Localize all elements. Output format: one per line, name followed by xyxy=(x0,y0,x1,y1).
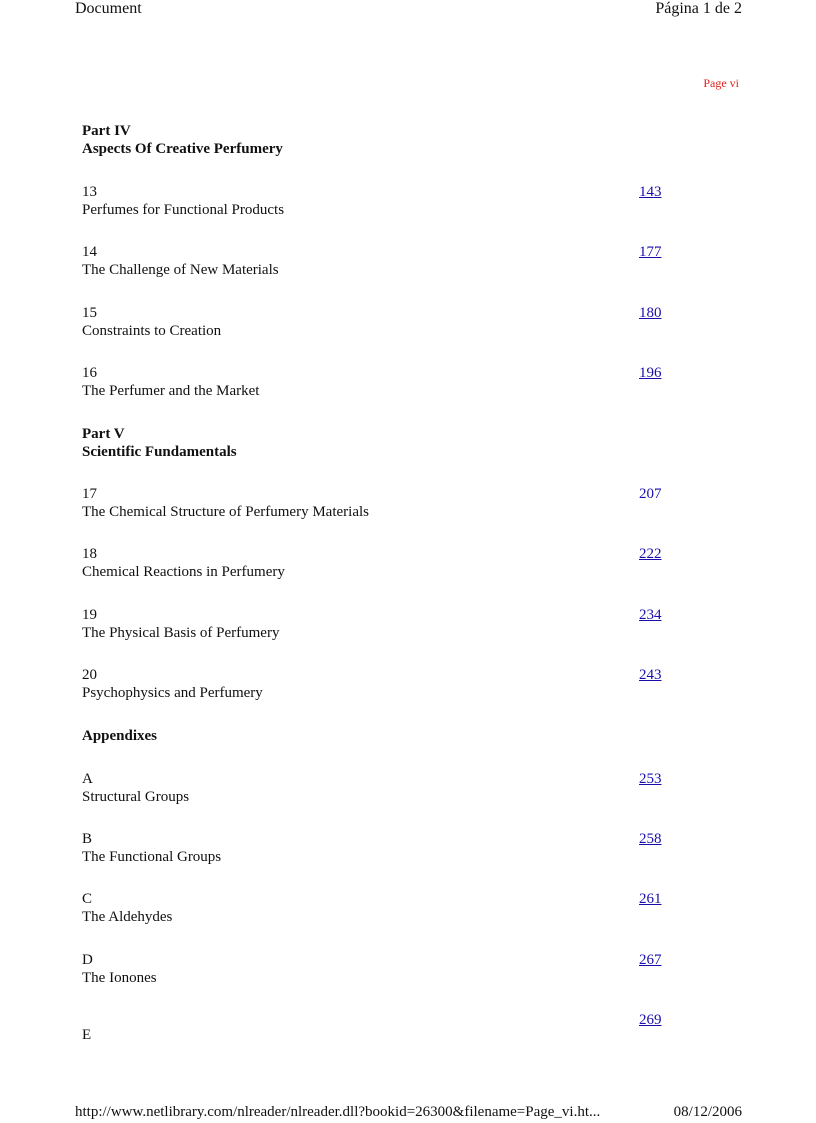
section-title: Scientific Fundamentals xyxy=(82,444,237,460)
chapter-title: The Chemical Structure of Perfumery Materials xyxy=(82,504,369,520)
page-link[interactable]: 267 xyxy=(639,952,662,968)
section-heading-part-iv xyxy=(82,122,283,158)
toc-entry-c xyxy=(82,890,682,926)
appendix-letter: E xyxy=(82,1027,92,1043)
chapter-title: Perfumes for Functional Products xyxy=(82,202,285,218)
toc-entry-14 xyxy=(82,243,682,279)
chapter-number: 19 xyxy=(82,607,97,623)
print-footer-url: http://www.netlibrary.com/nlreader/nlreader.dll?bookid=26300&filename=Page_vi.ht... xyxy=(75,1104,601,1120)
appendix-letter: A xyxy=(82,771,93,787)
toc-entry-d xyxy=(82,951,682,987)
chapter-title: Psychophysics and Perfumery xyxy=(82,685,263,701)
page-link[interactable]: 234 xyxy=(639,607,662,623)
page-link[interactable]: 253 xyxy=(639,771,662,787)
section-heading-part-v xyxy=(82,425,237,461)
toc-entry-b xyxy=(82,830,682,866)
chapter-title: The Challenge of New Materials xyxy=(82,262,279,278)
toc-entry-19 xyxy=(82,606,682,642)
appendix-title: Structural Groups xyxy=(82,789,190,805)
page-link[interactable]: 222 xyxy=(639,546,662,562)
page-link[interactable]: 143 xyxy=(639,184,662,200)
page-link[interactable]: 180 xyxy=(639,305,662,321)
section-label: Appendixes xyxy=(82,728,158,744)
page-number-label: Page vi xyxy=(703,76,739,90)
page-number: 207 xyxy=(639,486,662,502)
section-label: Part IV xyxy=(82,123,131,139)
toc-entry-a xyxy=(82,770,682,806)
section-heading-appendixes xyxy=(82,727,157,745)
appendix-title: The Functional Groups xyxy=(82,849,222,865)
page-link[interactable]: 261 xyxy=(639,891,662,907)
appendix-letter: B xyxy=(82,831,93,847)
print-header-page-count: Página 1 de 2 xyxy=(655,0,742,17)
chapter-number: 16 xyxy=(82,365,97,381)
toc-entry-15 xyxy=(82,304,682,340)
chapter-number: 20 xyxy=(82,667,97,683)
chapter-title: Constraints to Creation xyxy=(82,323,222,339)
print-footer-date: 08/12/2006 xyxy=(673,1104,742,1120)
page-link[interactable]: 258 xyxy=(639,831,662,847)
chapter-title: The Perfumer and the Market xyxy=(82,383,260,399)
toc-entry-e xyxy=(82,1011,682,1044)
section-label: Part V xyxy=(82,426,125,442)
chapter-number: 17 xyxy=(82,486,97,502)
chapter-number: 14 xyxy=(82,244,97,260)
print-header-title: Document xyxy=(75,0,142,17)
appendix-letter: D xyxy=(82,952,93,968)
chapter-title: The Physical Basis of Perfumery xyxy=(82,625,280,641)
toc-entry-17 xyxy=(82,485,682,521)
toc-entry-18 xyxy=(82,545,682,581)
chapter-title: Chemical Reactions in Perfumery xyxy=(82,564,285,580)
section-title: Aspects Of Creative Perfumery xyxy=(82,141,283,157)
appendix-title: The Aldehydes xyxy=(82,909,173,925)
appendix-title: The Ionones xyxy=(82,970,157,986)
toc-entry-20 xyxy=(82,666,682,702)
page-link[interactable]: 196 xyxy=(639,365,662,381)
page-link[interactable]: 243 xyxy=(639,667,662,683)
appendix-letter: C xyxy=(82,891,93,907)
chapter-number: 18 xyxy=(82,546,97,562)
page-link[interactable]: 269 xyxy=(639,1012,662,1028)
toc-entry-16 xyxy=(82,364,682,400)
chapter-number: 13 xyxy=(82,184,97,200)
toc-entry-13 xyxy=(82,183,682,219)
chapter-number: 15 xyxy=(82,305,97,321)
page-link[interactable]: 177 xyxy=(639,244,662,260)
